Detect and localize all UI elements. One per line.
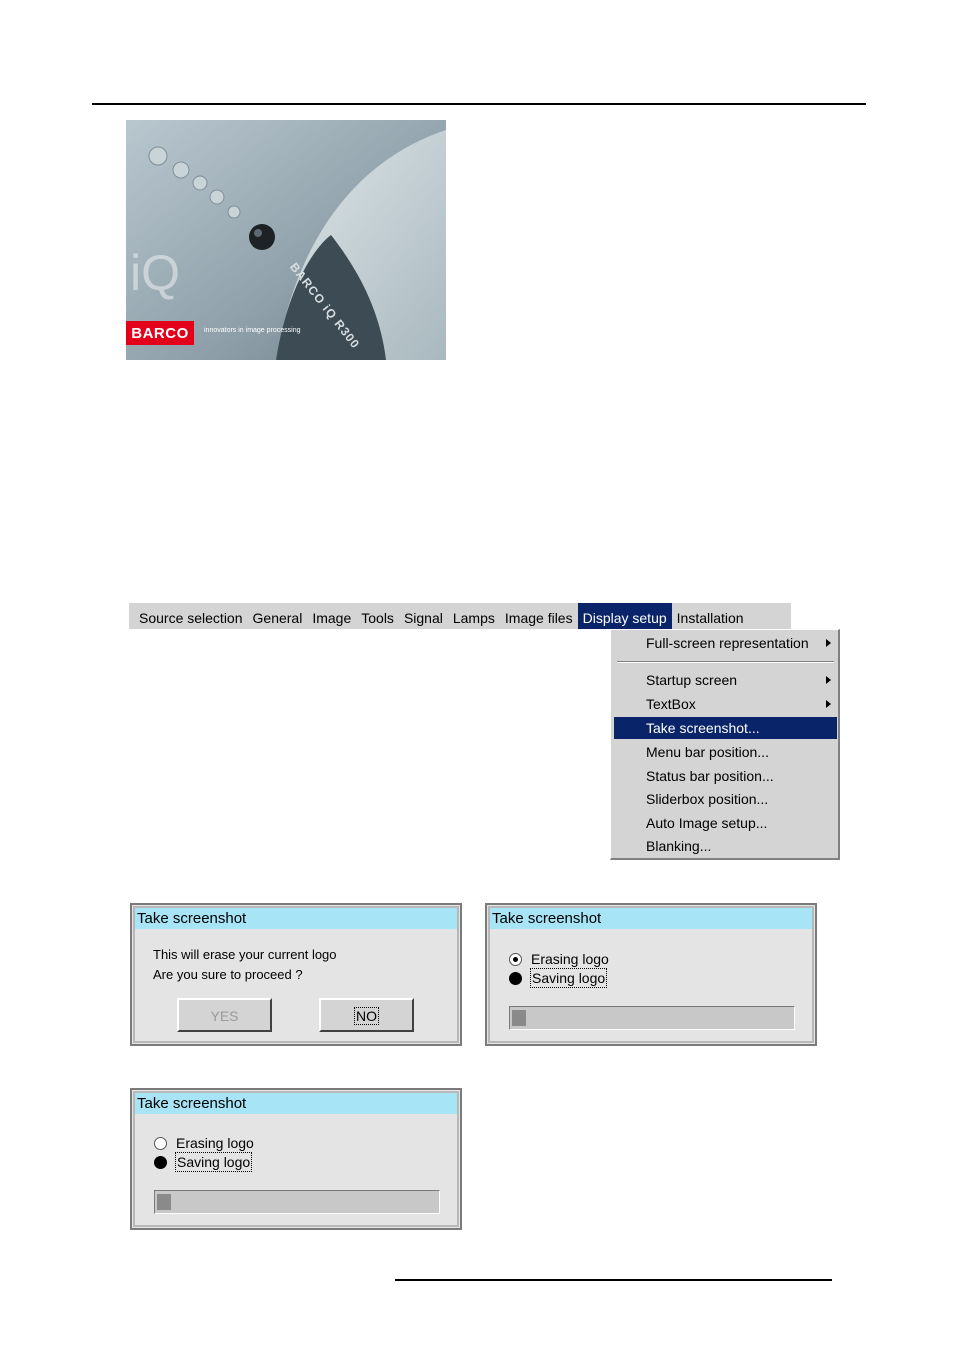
barco-logo: BARCO <box>126 321 194 345</box>
dropdown-item-label: Blanking... <box>646 838 712 854</box>
display-setup-dropdown <box>610 629 840 860</box>
erasing-dialog <box>485 903 817 1046</box>
dropdown-item-menu-bar-position[interactable] <box>614 741 837 763</box>
header-rule <box>92 103 866 105</box>
menu-image[interactable]: Image <box>312 610 352 626</box>
dropdown-item-auto-image-setup[interactable] <box>614 812 837 834</box>
submenu-arrow-icon <box>826 676 831 684</box>
dropdown-item-sliderbox-position[interactable] <box>614 788 837 810</box>
dialog-title: Take screenshot <box>135 908 457 929</box>
menu-signal[interactable]: Signal <box>403 610 443 626</box>
dropdown-item-label: Startup screen <box>646 672 738 688</box>
no-button-label: NO <box>356 1008 377 1024</box>
progress-fill <box>157 1194 171 1210</box>
menu-general[interactable]: General <box>252 610 303 626</box>
iq-product-mark: iQ <box>130 245 180 301</box>
dialog-message-line1: This will erase your current logo <box>153 947 337 962</box>
brand-tagline: innovators in image processing <box>204 327 301 334</box>
dropdown-item-label: Full-screen representation <box>646 635 809 651</box>
dropdown-separator <box>617 661 834 663</box>
confirm-dialog <box>130 903 462 1046</box>
menu-source-selection[interactable]: Source selection <box>139 610 243 626</box>
dropdown-item-label: TextBox <box>646 696 696 712</box>
model-label: BARCO iQ R300 <box>286 260 363 352</box>
dialog-title: Take screenshot <box>135 1093 457 1114</box>
menu-display-setup[interactable]: Display setup <box>578 603 672 629</box>
menu-tools[interactable]: Tools <box>361 610 394 626</box>
dropdown-item-label: Menu bar position... <box>646 744 769 760</box>
dropdown-item-label: Take screenshot... <box>646 720 760 736</box>
dropdown-item-textbox[interactable] <box>614 693 837 715</box>
dialog-message-line2: Are you sure to proceed ? <box>153 967 303 982</box>
option-label: Saving logo <box>532 970 606 986</box>
submenu-arrow-icon <box>826 700 831 708</box>
yes-button[interactable] <box>177 998 272 1032</box>
dropdown-item-blanking[interactable] <box>614 835 837 857</box>
menu-installation[interactable]: Installation <box>676 610 744 626</box>
progress-fill <box>512 1010 526 1026</box>
no-button[interactable] <box>319 998 414 1032</box>
radio-filled-icon <box>154 1156 167 1169</box>
option-label: Saving logo <box>177 1154 251 1170</box>
yes-button-label: YES <box>210 1008 239 1024</box>
submenu-arrow-icon <box>826 639 831 647</box>
option-label: Erasing logo <box>176 1135 254 1151</box>
radio-empty-icon <box>154 1137 167 1150</box>
option-label: Erasing logo <box>531 951 609 967</box>
dialog-title: Take screenshot <box>490 908 812 929</box>
dropdown-item-full-screen[interactable] <box>614 632 837 654</box>
dropdown-item-startup-screen[interactable] <box>614 669 837 691</box>
menu-image-files[interactable]: Image files <box>504 610 573 626</box>
dropdown-item-label: Sliderbox position... <box>646 791 769 807</box>
dropdown-item-take-screenshot[interactable] <box>614 717 837 739</box>
radio-selected-icon <box>509 953 522 966</box>
dropdown-item-status-bar-position[interactable] <box>614 765 837 787</box>
menu-bar <box>129 603 791 629</box>
radio-filled-icon <box>509 972 522 985</box>
footer-rule <box>395 1279 832 1281</box>
menu-lamps[interactable]: Lamps <box>452 610 495 626</box>
progress-bar <box>154 1190 440 1214</box>
progress-bar <box>509 1006 795 1030</box>
dropdown-item-label: Status bar position... <box>646 768 774 784</box>
dropdown-item-label: Auto Image setup... <box>646 815 768 831</box>
startup-screen-image <box>126 120 446 360</box>
saving-dialog <box>130 1088 462 1230</box>
